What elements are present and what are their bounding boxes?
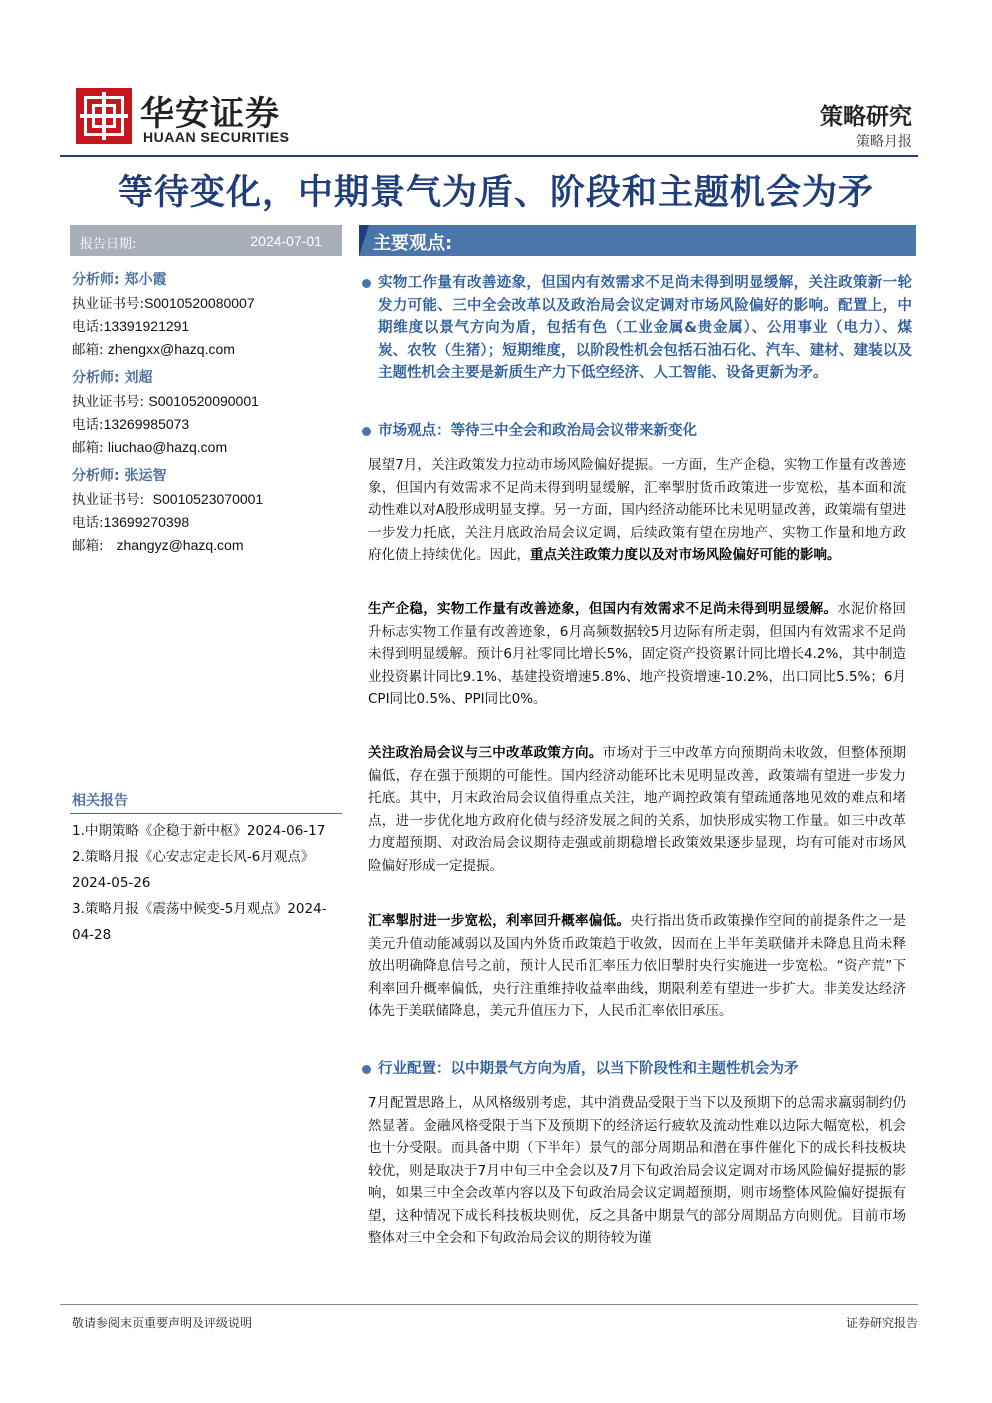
- key-view-heading: 主要观点:: [373, 233, 453, 254]
- related-report-item[interactable]: 3.策略月报《震荡中候变-5月观点》2024-04-28: [72, 901, 327, 943]
- related-reports-list: [72, 818, 344, 948]
- analyst-phone: 电话:13391921291: [72, 318, 190, 335]
- report-category: 策略研究: [820, 103, 912, 130]
- summary-section: [362, 272, 912, 385]
- analyst-email: 邮箱: liuchao@hazq.com: [72, 439, 228, 456]
- report-subcategory: 策略月报: [856, 134, 912, 150]
- footer-disclaimer: 敬请参阅末页重要声明及评级说明: [72, 1316, 253, 1330]
- report-date-bar: [70, 225, 342, 256]
- summary-text: 实物工作量有改善迹象，但国内有效需求不足尚未得到明显缓解，关注政策新一轮发力可能、三中全会改革以及政治局会议定调对市场风险偏好的影响。配置上，中期维度以景气方向为盾，包括有色（工业金属&贵金属）、公用事业（电力）、煤炭、农牧（生猪）；短期维度，以阶段性机会包括石油石化、汽车、建材、建装以及主题性机会主要是新质生产力下低空经济、人工智能、设备更新为矛。: [378, 275, 912, 381]
- analyst-phone: 电话:13699270398: [72, 514, 190, 531]
- key-view-bar: [359, 225, 916, 256]
- report-date-label: 报告日期:: [80, 237, 137, 252]
- related-reports-heading: 相关报告: [72, 793, 128, 809]
- analyst-card: [72, 366, 342, 459]
- related-reports-divider: [70, 813, 342, 814]
- bullet-icon: [362, 279, 371, 288]
- analyst-card: [72, 464, 342, 557]
- market-view-heading: 市场观点：等待三中全会和政治局会议带来新变化: [378, 423, 697, 439]
- industry-section-heading: [362, 1058, 912, 1080]
- analyst-email: 邮箱: zhangyz@hazq.com: [72, 537, 244, 554]
- analyst-cert: 执业证书号:S0010520080007: [72, 295, 255, 312]
- market-view-section-heading: [362, 420, 912, 442]
- related-report-item[interactable]: 1.中期策略《企稳于新中枢》2024-06-17: [72, 823, 326, 839]
- analyst-name: 分析师: 郑小霞: [72, 272, 167, 288]
- industry-paragraph: 7月配置思路上，从风格级别考虑，其中消费品受限于当下以及预期下的总需求羸弱制约仍然显著。金融风格受限于当下及预期下的经济运行疲软及流动性难以边际大幅宽松，机会也十分受限。而具备中期（下半年）景气的部分周期品和潜在事件催化下的成长科技板块较优，则是取决于7月中旬三中全会以及7月下旬政治局会议定调对市场风险偏好提振的影响，如果三中全会改革内容以及下旬政治局会议定调超预期，则市场整体风险偏好提振有望，这种情况下成长科技板块则优，反之具备中期景气的部分周期品方向则优。目前市场整体对三中全会和下旬政治局会议的期待较为谨: [368, 1095, 906, 1246]
- document-title: 等待变化，中期景气为盾、阶段和主题机会为矛: [117, 172, 874, 213]
- footer-divider: [60, 1304, 918, 1305]
- industry-heading: 行业配置：以中期景气方向为盾，以当下阶段性和主题性机会为矛: [378, 1061, 799, 1077]
- footer-doc-type: 证券研究报告: [845, 1316, 918, 1330]
- logo-text-en: HUAAN SECURITIES: [143, 129, 290, 145]
- analyst-cert: 执业证书号: S0010520090001: [72, 393, 259, 410]
- analyst-card: [72, 268, 342, 361]
- analyst-phone: 电话:13269985073: [72, 416, 190, 433]
- logo-text-cn: 华安证券: [140, 94, 280, 134]
- header-divider: [60, 155, 918, 157]
- analyst-cert: 执业证书号: S0010523070001: [72, 491, 264, 508]
- analyst-email: 邮箱: zhengxx@hazq.com: [72, 341, 235, 358]
- bullet-icon: [362, 1065, 371, 1074]
- related-report-item[interactable]: 2.策略月报《心安志定走长风-6月观点》2024-05-26: [72, 849, 315, 891]
- logo-mark: [76, 88, 132, 144]
- market-paragraph-1: 展望7月，关注政策发力拉动市场风险偏好提振。一方面，生产企稳，实物工作量有改善迹象，但国内有效需求不足尚未得到明显缓解，汇率掣肘货币政策进一步宽松，基本面和流动性难以对A股形成明显支撑。另一方面，国内经济动能环比未见明显改善，政策端有望进一步发力托底，关注月底政治局会议定调，后续政策有望在房地产、实物工作量和地方政府化债上持续优化。因此，重点关注政策力度以及对市场风险偏好可能的影响。: [368, 457, 906, 563]
- market-paragraph-3: 关注政治局会议与三中改革政策方向。市场对于三中改革方向预期尚未收敛，但整体预期偏低，存在强于预期的可能性。国内经济动能环比未见明显改善，政策端有望进一步发力托底。其中，月末政治局会议值得重点关注，地产调控政策有望疏通落地见效的难点和堵点，进一步优化地方政府化债与经济发展之间的关系，加快形成实物工作量。如三中改革力度超预期、对政治局会议期待走强或前期稳增长政策效果逐步显现，均有可能对市场风险偏好形成一定提振。: [368, 745, 907, 874]
- report-date-value: 2024-07-01: [250, 233, 322, 249]
- market-paragraph-2: 生产企稳，实物工作量有改善迹象，但国内有效需求不足尚未得到明显缓解。水泥价格回升标志实物工作量有改善迹象，6月高频数据较5月边际有所走弱，但国内有效需求不足尚未得到明显缓解。预计6月社零同比增长5%，固定资产投资累计同比增长4.2%，其中制造业投资累计同比9.1%、基建投资增速5.8%、地产投资增速-10.2%，出口同比5.5%；6月CPI同比0.5%、PPI同比0%。: [368, 601, 907, 707]
- analyst-name: 分析师: 刘超: [72, 370, 153, 386]
- bullet-icon: [362, 427, 371, 436]
- analyst-name: 分析师: 张运智: [72, 468, 167, 484]
- market-paragraph-4: 汇率掣肘进一步宽松，利率回升概率偏低。央行指出货币政策操作空间的前提条件之一是美元升值动能减弱以及国内外货币政策趋于收敛，因而在上半年美联储并未降息且尚未释放出明确降息信号之前，预计人民币汇率压力依旧掣肘央行实施进一步宽松。“资产荒”下利率回升概率偏低，央行注重维持收益率曲线，期限利差有望进一步扩大。非美发达经济体先于美联储降息，美元升值压力下，人民币汇率依旧承压。: [368, 913, 906, 1019]
